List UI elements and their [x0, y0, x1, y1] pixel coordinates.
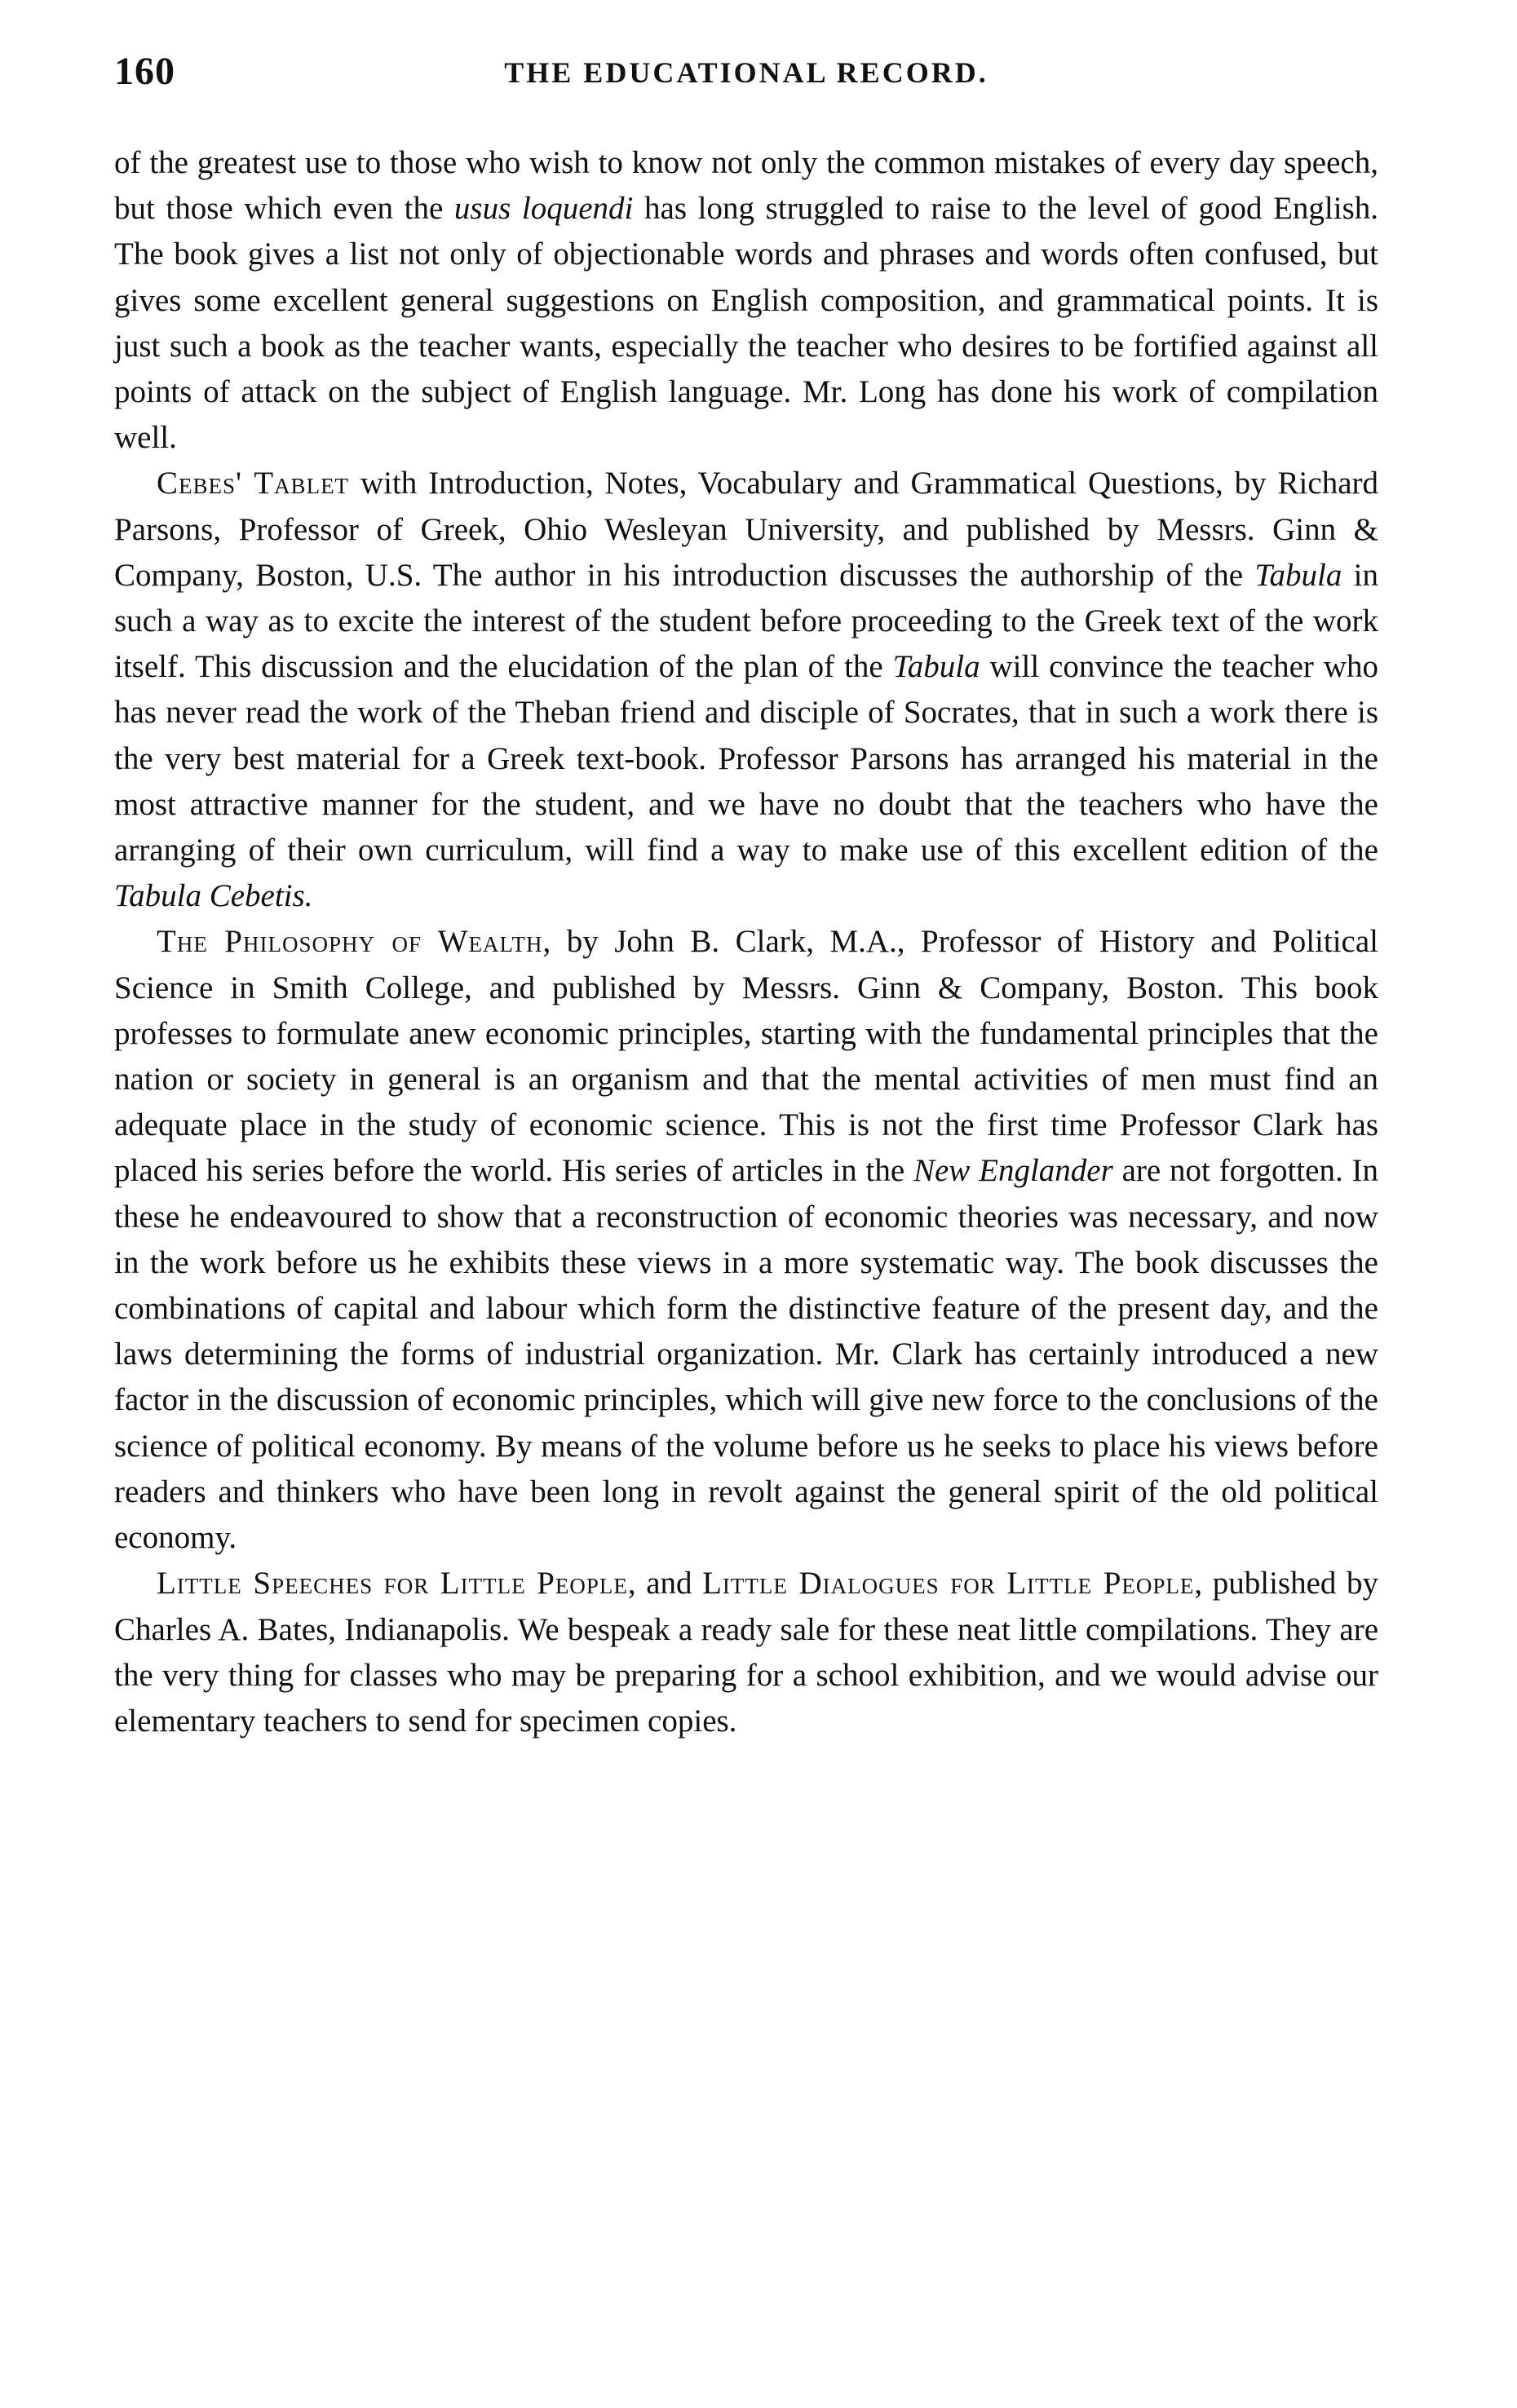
book-title: Little Dialogues for Little People [702, 1566, 1195, 1602]
text-run: are not forgotten. In these he endeavoured to show that a reconstruction of economic theories was necessary, and now in the work before us he exhibits these views in a more systematic way. The book discusses the combinations of capital and labour which form the distinctive feature of the present day, and the laws determining the forms of industrial organization. Mr. Clark has certainly introduced a new factor in the discussion of economic principles, which will give new force to the conclusions of the science of political economy. By means of the volume before us he seeks to place his views before readers and thinkers who have been long in revolt against the general spirit of the old political economy. [114, 1153, 1378, 1556]
text-run: in such a way as to excite the interest of the student before proceeding to the Greek text of the work itself. This discussion and the elucidation of the plan of the [114, 557, 1378, 685]
paragraph-philosophy-of-wealth-review [114, 919, 1378, 1561]
text-run: of the greatest use to those who wish to know not only the common mistakes of every day speech, but those which even the [114, 145, 1378, 227]
book-title: Little Speeches for Little People [157, 1566, 628, 1602]
page-header [114, 49, 1378, 114]
text-run: , by John B. Clark, M.A., Professor of History and Political Science in Smith College, and published by Messrs. Ginn & Company, Boston. This book professes to formulate anew economic principles, starting with the fundamental principles that the nation or society in general is an organism and that the mental activities of men must find an adequate place in the study of economic science. This is not the first time Professor Clark has placed his series before the world. His series of articles in the [114, 924, 1379, 1189]
italic-title: New Englander [913, 1153, 1113, 1189]
paragraph-little-speeches-review [114, 1561, 1378, 1744]
text-run: with Introduction, Notes, Vocabulary and Grammatical Questions, by Richard Parsons, Professor of Greek, Ohio Wesleyan University, and published by Messrs. Ginn & Company, Boston, U.S. The author in his introduction discusses the authorship of the [114, 466, 1379, 593]
book-title: The Philosophy of Wealth [157, 924, 543, 960]
italic-title: Tabula [892, 649, 980, 685]
page-number: 160 [114, 50, 175, 93]
text-run: , published by Charles A. Bates, Indianapolis. We bespeak a ready sale for these neat little compilations. They are the very thing for classes who may be preparing for a school exhibition, and we would advise our elementary teachers to send for specimen copies. [114, 1566, 1378, 1739]
text-run: has long struggled to raise to the level of good English. The book gives a list not only of objectionable words and phrases and words often confused, but gives some excellent general suggestions on English composition, and grammatical points. It is just such a book as the teacher wants, especially the teacher who desires to be fortified against all points of attack on the subject of English language. Mr. Long has done his work of compilation well. [114, 191, 1379, 456]
italic-title: usus loquendi [453, 191, 634, 227]
paragraph-usus-loquendi-review [114, 140, 1378, 461]
article-body [114, 140, 1378, 1744]
text-run: , and [627, 1566, 703, 1602]
italic-title: Tabula [1254, 557, 1342, 593]
book-title: Cebes' Tablet [157, 466, 350, 501]
text-run: will convince the teacher who has never read the work of the Theban friend and disciple of Socrates, that in such a work there is the very best material for a Greek text-book. Professor Parsons has arranged his material in the most attractive manner for the student, and we have no doubt that the teachers who have the arranging of their own curriculum, will find a way to make use of this excellent edition of the [114, 649, 1379, 868]
paragraph-cebes-tablet-review [114, 461, 1378, 919]
italic-title: Tabula Cebetis. [114, 878, 313, 914]
running-title: THE EDUCATIONAL RECORD. [504, 56, 988, 89]
